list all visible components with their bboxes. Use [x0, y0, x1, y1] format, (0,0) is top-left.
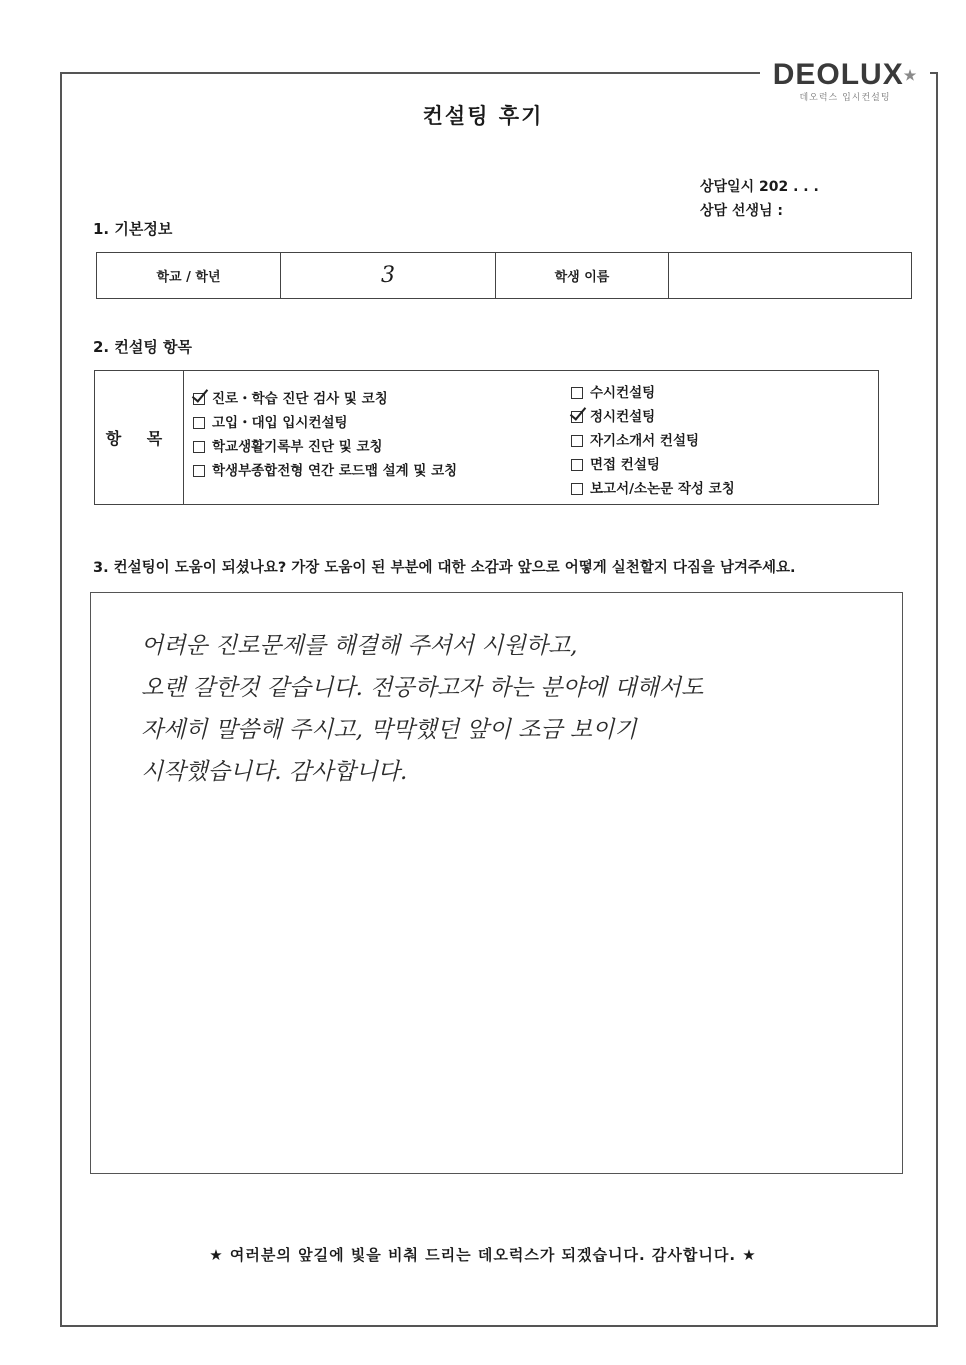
handwritten-answer-line: 어려운 진로문제를 해결해 주셔서 시원하고,	[141, 633, 578, 659]
logo-subtitle: 데오럭스 입시컨설팅	[799, 93, 891, 103]
school-grade-label: 학교 / 학년	[97, 253, 281, 298]
handwritten-answer-line: 오랜 갈한것 같습니다. 전공하고자 하는 분야에 대해서도	[141, 675, 704, 701]
checklist-item-label: 수시컨설팅	[590, 385, 656, 401]
checkbox-icon[interactable]	[571, 435, 583, 447]
logo-text: DEOLUX	[772, 58, 904, 91]
checklist-item[interactable]	[193, 387, 457, 411]
checkbox-icon[interactable]	[193, 441, 205, 453]
checklist-item[interactable]	[193, 435, 457, 459]
consult-date: 상담일시 202 . . .	[700, 179, 819, 195]
checked-checkbox-icon[interactable]	[571, 411, 583, 423]
left-checklist	[193, 387, 457, 483]
basic-info-table	[96, 252, 912, 299]
handwritten-answer-line: 자세히 말씀해 주시고, 막막했던 앞이 조금 보이기	[141, 717, 637, 743]
checkbox-icon[interactable]	[571, 483, 583, 495]
checklist-item-label: 면접 컨설팅	[590, 457, 660, 473]
consulting-items-box	[94, 370, 879, 505]
right-checklist	[571, 381, 735, 501]
checklist-item-label: 보고서/소논문 작성 코칭	[590, 481, 735, 497]
checkbox-icon[interactable]	[571, 387, 583, 399]
checklist-item[interactable]	[193, 459, 457, 483]
checklist-item[interactable]	[571, 477, 735, 501]
checklist-item-label: 학생부종합전형 연간 로드맵 설계 및 코칭	[212, 463, 458, 479]
checklist-item[interactable]	[193, 411, 457, 435]
checklist-item-label: 진로・학습 진단 검사 및 코칭	[212, 391, 388, 407]
items-label: 항 목	[95, 371, 184, 504]
student-name-value[interactable]	[669, 253, 910, 298]
checklist-item[interactable]	[571, 453, 735, 477]
checkbox-icon[interactable]	[193, 417, 205, 429]
checklist-item[interactable]	[571, 381, 735, 405]
star-icon: ★	[903, 67, 918, 83]
consult-teacher: 상담 선생님 :	[700, 203, 783, 219]
page-title: 컨설팅 후기	[422, 104, 544, 128]
checklist-item[interactable]	[571, 429, 735, 453]
student-name-label: 학생 이름	[496, 253, 669, 298]
section-items-heading: 2. 컨설팅 항목	[93, 338, 193, 356]
handwritten-answer-line: 시작했습니다. 감사합니다.	[141, 759, 408, 785]
checklist-item-label: 자기소개서 컨설팅	[590, 433, 700, 449]
feedback-question: 3. 컨설팅이 도움이 되셨나요? 가장 도움이 된 부분에 대한 소감과 앞으로 어떻게 실천할지 다짐을 남겨주세요.	[93, 560, 796, 576]
feedback-answer-box[interactable]	[90, 592, 903, 1174]
footer-message: ★ 여러분의 앞길에 빛을 비춰 드리는 데오럭스가 되겠습니다. 감사합니다. ★	[209, 1246, 757, 1264]
checklist-item-label: 고입・대입 입시컨설팅	[212, 415, 348, 431]
section-basic-info-heading: 1. 기본정보	[93, 220, 173, 238]
checked-checkbox-icon[interactable]	[193, 393, 205, 405]
school-grade-value[interactable]: 3	[281, 253, 496, 298]
checklist-item-label: 학교생활기록부 진단 및 코칭	[212, 439, 383, 455]
checklist-item[interactable]	[571, 405, 735, 429]
checkbox-icon[interactable]	[571, 459, 583, 471]
checklist-item-label: 정시컨설팅	[590, 409, 656, 425]
checkbox-icon[interactable]	[193, 465, 205, 477]
